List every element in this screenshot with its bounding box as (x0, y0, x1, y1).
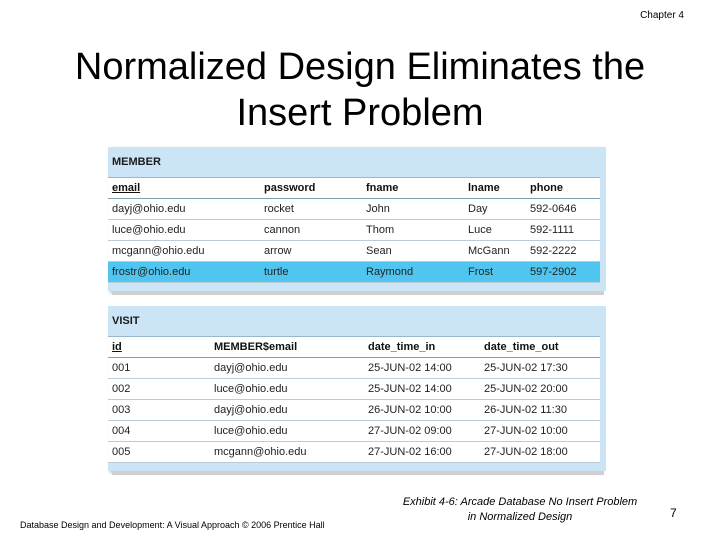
member-row (108, 199, 600, 220)
member-cell: Luce (468, 224, 492, 236)
visit-row (108, 358, 600, 379)
visit-row (108, 421, 600, 442)
visit-col-date-time-out: date_time_out (484, 341, 559, 353)
chapter-label: Chapter 4 (640, 10, 684, 21)
member-col-email: email (112, 182, 141, 194)
visit-cell: 27-JUN-02 16:00 (368, 446, 452, 458)
visit-table-footer-band (108, 463, 600, 471)
member-cell: Sean (366, 245, 392, 257)
member-cell: mcgann@ohio.edu (112, 245, 205, 257)
member-col-fname: fname (366, 182, 399, 194)
visit-table-edge (600, 306, 606, 471)
visit-cell: 001 (112, 362, 131, 374)
visit-header-row (108, 337, 600, 358)
exhibit-caption (380, 495, 660, 525)
visit-cell: 26-JUN-02 11:30 (484, 404, 567, 416)
member-cell: 592-1111 (530, 224, 575, 236)
exhibit-caption-line-1: Exhibit 4-6: Arcade Database No Insert Problem (402, 496, 638, 508)
visit-cell: dayj@ohio.edu (214, 404, 288, 416)
member-cell: frostr@ohio.edu (112, 266, 191, 278)
member-cell: turtle (264, 266, 289, 278)
visit-table-name: VISIT (108, 306, 600, 337)
visit-cell: 27-JUN-02 09:00 (368, 425, 452, 437)
visit-col-member-email: MEMBER$email (214, 341, 298, 353)
visit-cell: 27-JUN-02 18:00 (484, 446, 568, 458)
visit-col-date-time-in: date_time_in (368, 341, 436, 353)
visit-cell: mcgann@ohio.edu (214, 446, 307, 458)
visit-cell: dayj@ohio.edu (214, 362, 288, 374)
member-header-row (108, 178, 600, 199)
member-cell: Thom (366, 224, 395, 236)
member-cell: 592-2222 (530, 245, 577, 257)
visit-cell: luce@ohio.edu (214, 383, 288, 395)
member-cell: Frost (468, 266, 494, 278)
visit-cell: 26-JUN-02 10:00 (368, 404, 452, 416)
visit-row (108, 400, 600, 421)
member-cell: rocket (264, 203, 294, 215)
slide-title-line-1: Normalized Design Eliminates the (74, 46, 646, 88)
member-cell: cannon (264, 224, 301, 236)
member-cell: 592-0646 (530, 203, 577, 215)
visit-table (108, 306, 600, 471)
slide-title (0, 44, 720, 136)
member-col-lname: lname (468, 182, 500, 194)
visit-cell: 25-JUN-02 20:00 (484, 383, 568, 395)
visit-cell: luce@ohio.edu (214, 425, 288, 437)
member-table-name: MEMBER (108, 147, 600, 178)
member-cell: arrow (264, 245, 292, 257)
visit-cell: 003 (112, 404, 131, 416)
page-number: 7 (670, 506, 677, 520)
member-table (108, 147, 600, 291)
member-cell: 597-2902 (530, 266, 577, 278)
exhibit-caption-line-2: in Normalized Design (467, 511, 573, 523)
member-row-highlighted (108, 262, 600, 283)
footer-credit: Database Design and Development: A Visual Approach © 2006 Prentice Hall (20, 520, 325, 530)
visit-cell: 25-JUN-02 14:00 (368, 362, 452, 374)
visit-col-id: id (112, 341, 122, 353)
visit-cell: 25-JUN-02 14:00 (368, 383, 452, 395)
slide-title-line-2: Insert Problem (236, 92, 484, 134)
member-row (108, 220, 600, 241)
visit-cell: 25-JUN-02 17:30 (484, 362, 568, 374)
member-cell: Raymond (366, 266, 414, 278)
member-cell: John (366, 203, 390, 215)
member-col-password: password (264, 182, 316, 194)
member-table-edge (600, 147, 606, 291)
member-col-phone: phone (530, 182, 563, 194)
visit-cell: 005 (112, 446, 131, 458)
member-table-footer-band (108, 283, 600, 291)
visit-row (108, 379, 600, 400)
member-cell: Day (468, 203, 488, 215)
member-cell: dayj@ohio.edu (112, 203, 186, 215)
visit-row (108, 442, 600, 463)
member-cell: McGann (468, 245, 510, 257)
visit-cell: 002 (112, 383, 131, 395)
visit-cell: 004 (112, 425, 131, 437)
member-row (108, 241, 600, 262)
visit-cell: 27-JUN-02 10:00 (484, 425, 568, 437)
member-cell: luce@ohio.edu (112, 224, 186, 236)
